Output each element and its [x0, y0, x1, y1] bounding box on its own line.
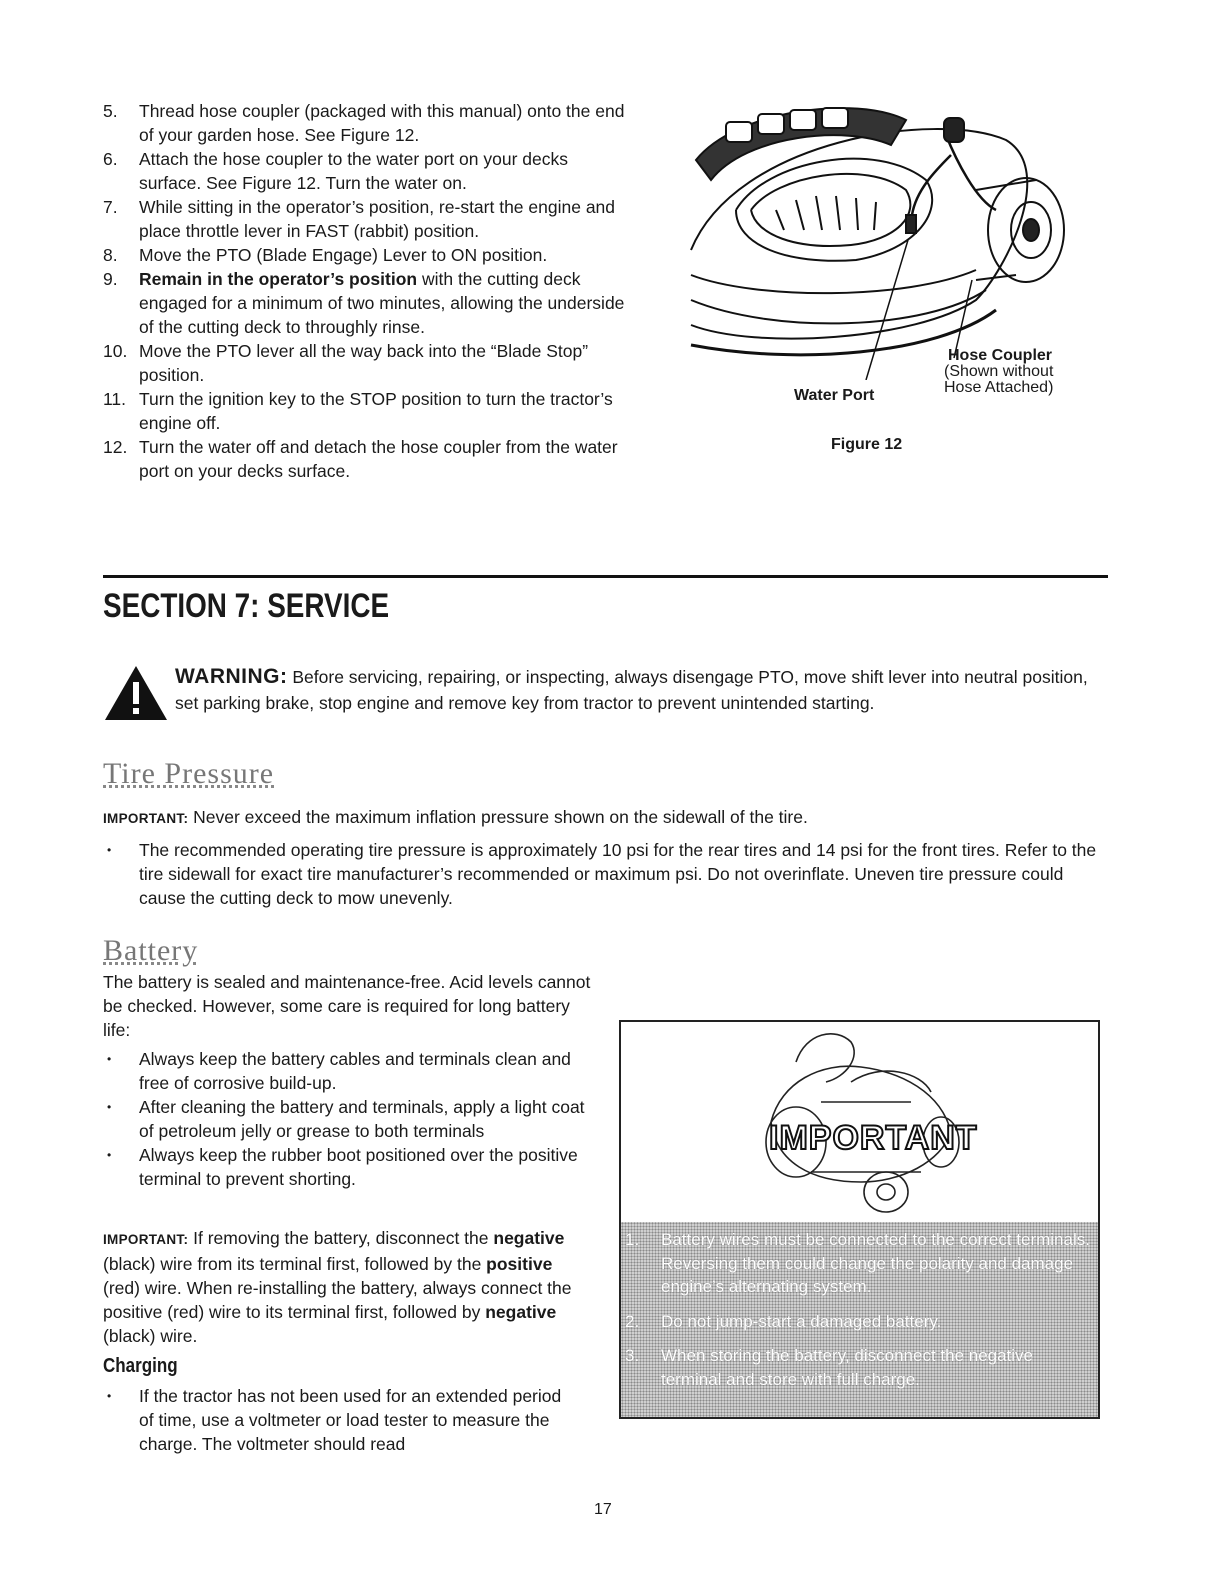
charging-bullet: • If the tractor has not been used for an extended period of time, use a voltmeter or load tester to measure the charge. The voltmeter should read	[103, 1384, 573, 1456]
cleaning-steps	[103, 99, 633, 483]
hose-note-line-2: Hose Attached)	[944, 379, 1054, 396]
step-12: 12. Turn the water off and detach the hose coupler from the water port on your decks surface.	[103, 437, 618, 481]
tire-pressure-heading: Tire Pressure	[103, 757, 275, 790]
battery-bullet: • Always keep the rubber boot positioned over the positive terminal to prevent shorting.	[103, 1143, 593, 1191]
warning-block	[103, 664, 1113, 724]
important-box	[619, 1020, 1100, 1419]
charging-heading: Charging	[103, 1355, 178, 1377]
battery-bullet: • Always keep the battery cables and terminals clean and free of corrosive build-up.	[103, 1047, 593, 1095]
section-divider	[103, 575, 1108, 578]
battery-intro: The battery is sealed and maintenance-free. Acid levels cannot be checked. However, some care is required for long battery life:	[103, 972, 591, 1040]
battery-important-note: IMPORTANT: If removing the battery, disconnect the negative (black) wire from its terminal first, followed by the positive (red) wire. When re-installing the battery, always connect the positive (red) wire to its terminal first, followed by negative (black) wire.	[103, 1228, 572, 1346]
important-item: 3. When storing the battery, disconnect the negative terminal and store with full charge.	[625, 1346, 1034, 1389]
warning-triangle-icon	[103, 664, 169, 722]
step-10: 10. Move the PTO lever all the way back into the “Blade Stop” position.	[103, 341, 589, 385]
step-6: 6. Attach the hose coupler to the water port on your decks surface. See Figure 12. Turn the water on.	[103, 149, 568, 193]
step-9: 9. Remain in the operator’s position with the cutting deck engaged for a minimum of two minutes, allowing the underside of the cutting deck to throughly rinse.	[103, 269, 625, 337]
deck-illustration	[676, 100, 1096, 380]
important-item: 1. Battery wires must be connected to the correct terminals. Reversing them could change the polarity and damage engine’s alternating system.	[625, 1230, 1090, 1296]
step-7: 7. While sitting in the operator’s position, re-start the engine and place throttle lever in FAST (rabbit) position.	[103, 197, 616, 241]
important-stamp: IMPORTANT	[769, 1119, 978, 1157]
figure-12	[676, 100, 1096, 460]
battery-heading: Battery	[103, 934, 199, 967]
battery-bullet: • After cleaning the battery and terminals, apply a light coat of petroleum jelly or grease to both terminals	[103, 1095, 593, 1143]
battery-bullets	[103, 1047, 593, 1191]
section-title: SECTION 7: SERVICE	[103, 587, 390, 625]
figure-caption: Figure 12	[831, 436, 903, 453]
important-list	[625, 1228, 1095, 1402]
water-port-label: Water Port	[794, 387, 875, 404]
charging-bullets	[103, 1384, 573, 1456]
step-11: 11. Turn the ignition key to the STOP position to turn the tractor’s engine off.	[103, 389, 613, 433]
tire-bullets	[103, 838, 1113, 910]
step-5: 5. Thread hose coupler (packaged with this manual) onto the end of your garden hose. See Figure 12.	[103, 101, 625, 145]
important-item: 2. Do not jump-start a damaged battery.	[625, 1311, 942, 1331]
warning-text: WARNING: Before servicing, repairing, or inspecting, always disengage PTO, move shift lever into neutral position, set parking brake, stop engine and remove key from tractor to prevent unintended starting.	[175, 665, 1088, 713]
hose-coupler-label: Hose Coupler	[948, 347, 1053, 364]
tire-bullet: • The recommended operating tire pressure is approximately 10 psi for the rear tires and 14 psi for the front tires. Refer to the tire sidewall for exact tire manufacturer’s recommended or maximum psi. Do not overinflate. Uneven tire pressure could cause the cutting deck to mow unevenly.	[103, 838, 1113, 910]
page-number: 17	[594, 1501, 612, 1518]
step-8: 8. Move the PTO (Blade Engage) Lever to ON position.	[103, 245, 548, 265]
hose-note-line-1: (Shown without	[944, 363, 1054, 380]
tire-important-note: IMPORTANT: Never exceed the maximum inflation pressure shown on the sidewall of the tire.	[103, 807, 808, 827]
